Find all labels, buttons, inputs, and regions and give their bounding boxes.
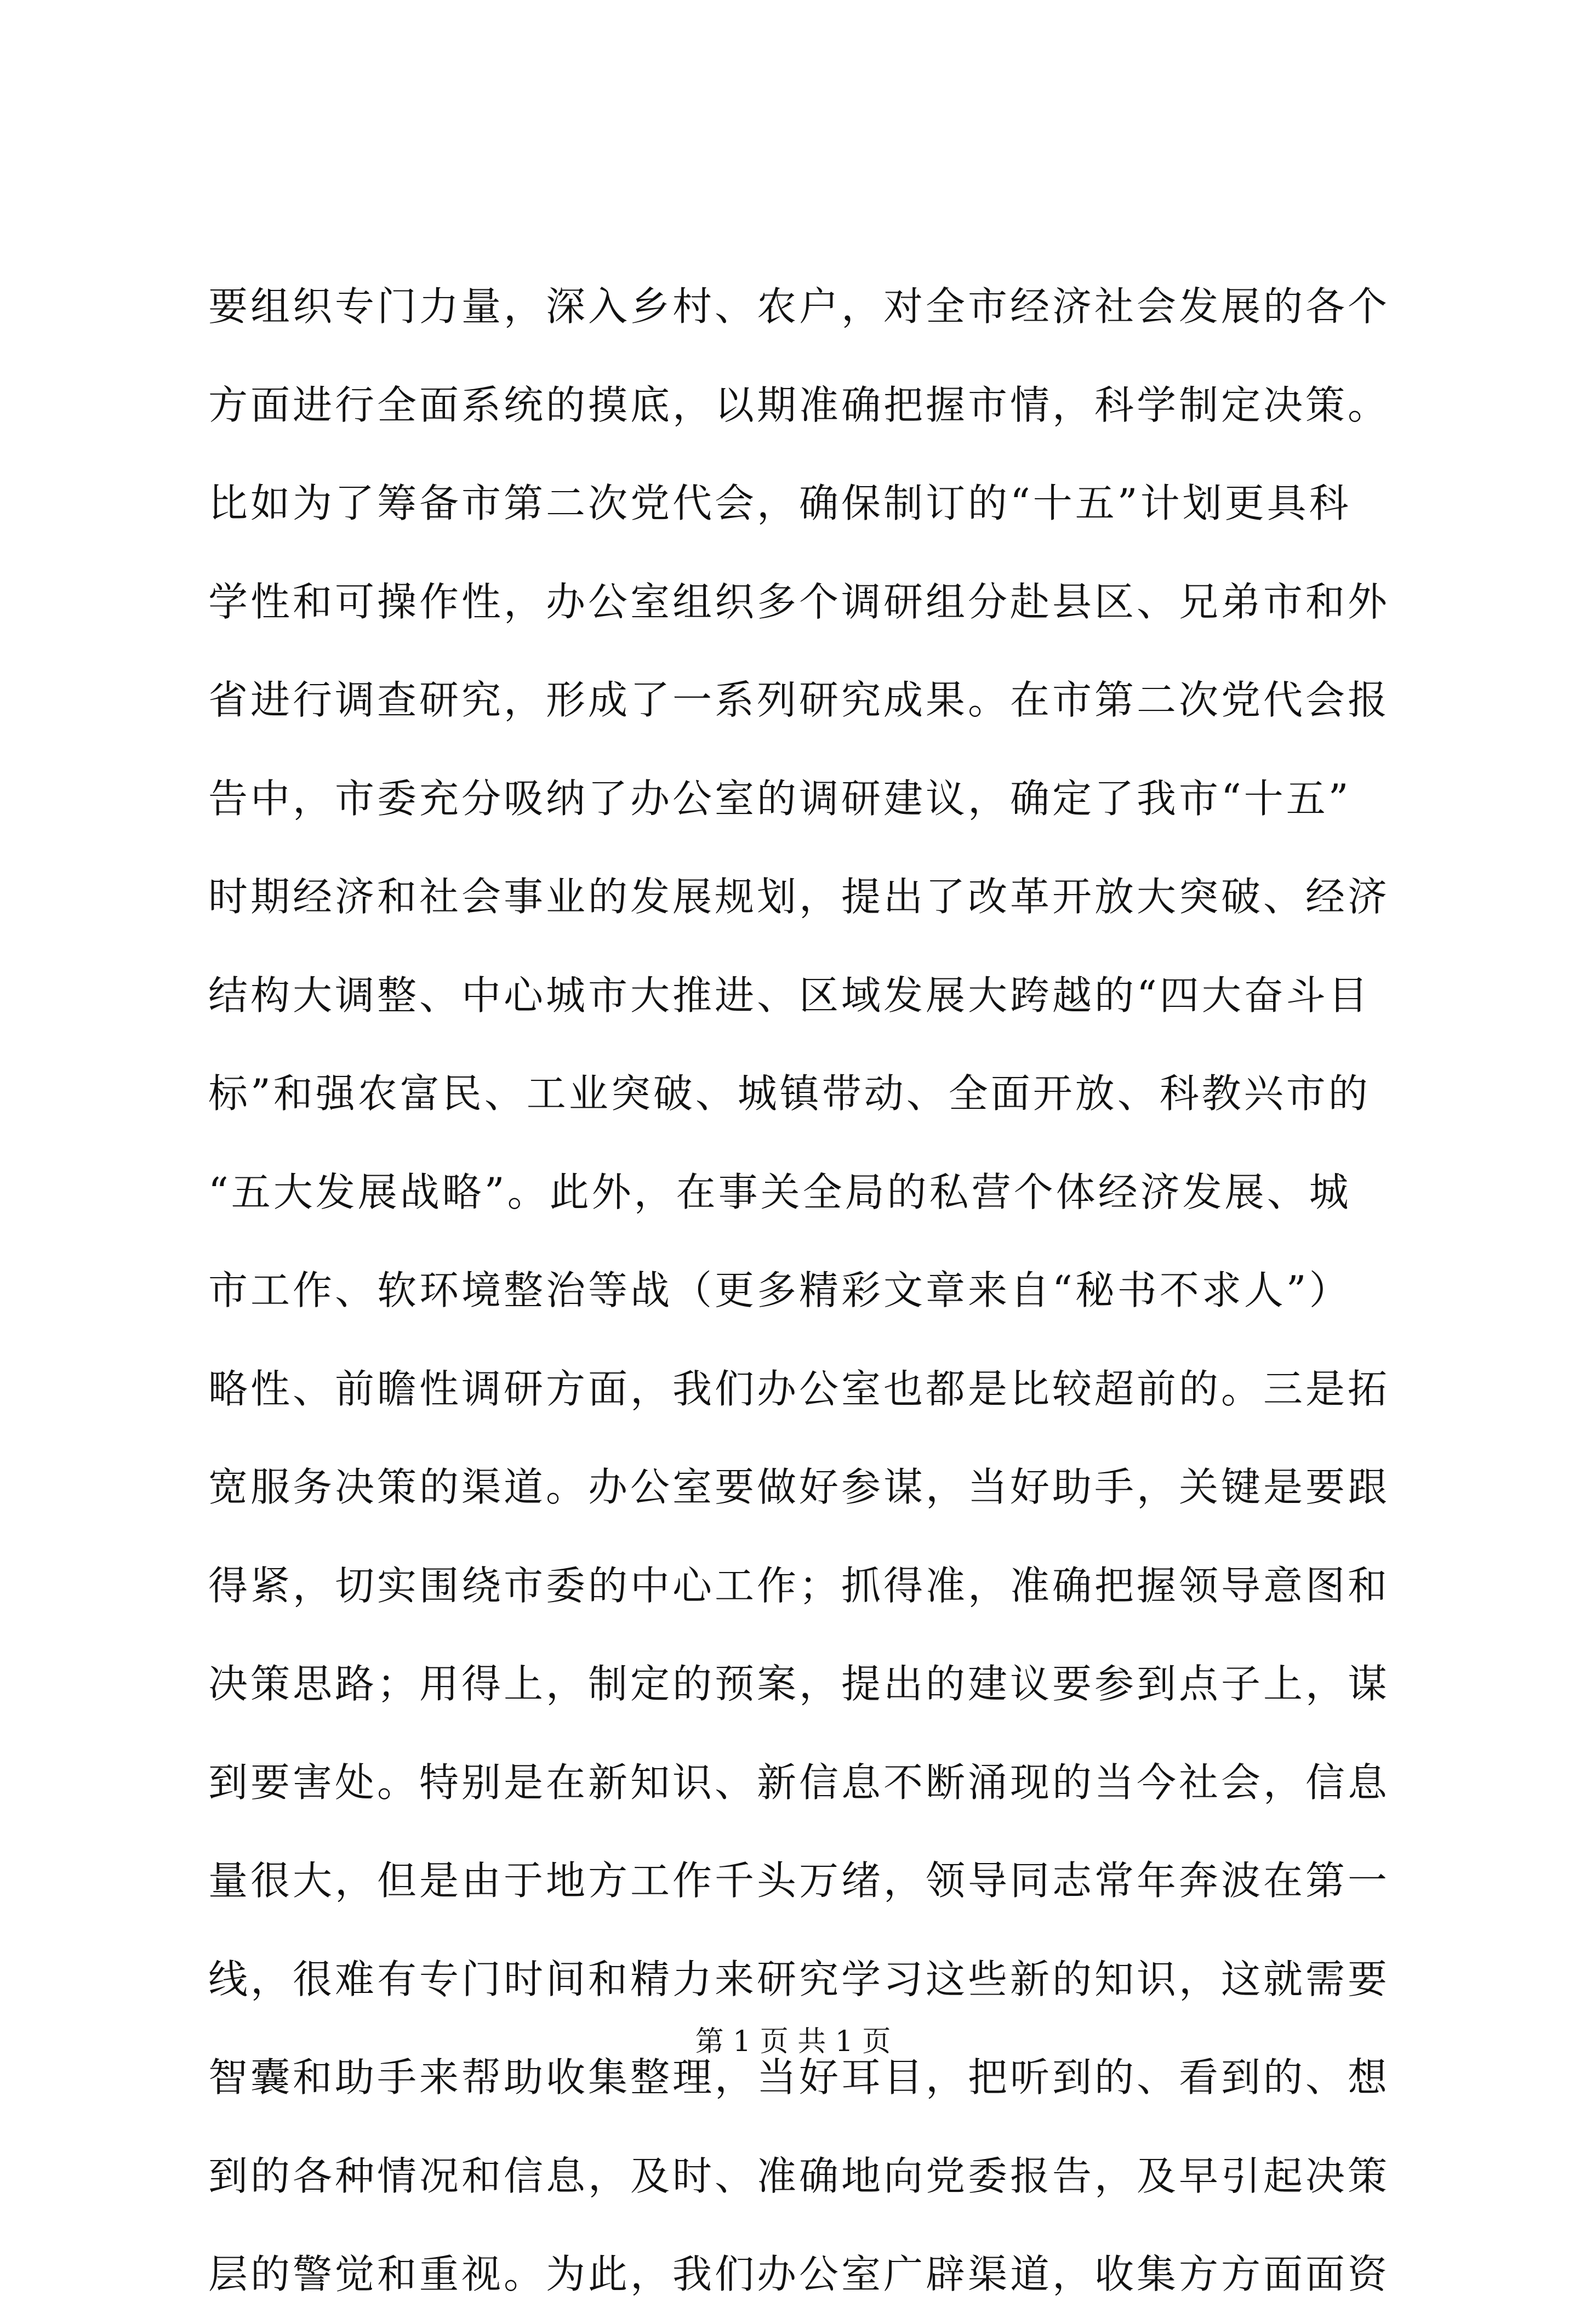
text-line: 到的各种情况和信息，及时、准确地向党委报告，及早引起决策 bbox=[208, 2152, 1390, 2199]
text-line: 市工作、软环境整治等战（更多精彩文章来自“秘书不求人”） bbox=[208, 1267, 1351, 1313]
text-line: 要组织专门力量，深入乡村、农户，对全市经济社会发展的各个 bbox=[208, 283, 1390, 329]
text-line: 学性和可操作性，办公室组织多个调研组分赴县区、兄弟市和外 bbox=[208, 578, 1390, 625]
text-line: 到要害处。特别是在新知识、新信息不断涌现的当今社会，信息 bbox=[208, 1759, 1390, 1805]
text-line: 告中，市委充分吸纳了办公室的调研建议，确定了我市“十五” bbox=[208, 775, 1351, 822]
text-line: 结构大调整、中心城市大推进、区域发展大跨越的“四大奋斗目 bbox=[208, 972, 1371, 1018]
text-line: “五大发展战略”。此外，在事关全局的私营个体经济发展、城 bbox=[208, 1169, 1351, 1215]
text-line: 宽服务决策的渠道。办公室要做好参谋，当好助手，关键是要跟 bbox=[208, 1464, 1390, 1510]
text-line: 线，很难有专门时间和精力来研究学习这些新的知识，这就需要 bbox=[208, 1956, 1390, 2002]
text-line: 智囊和助手来帮助收集整理，当好耳目，把听到的、看到的、想 bbox=[208, 2054, 1390, 2100]
text-line: 决策思路；用得上，制定的预案，提出的建议要参到点子上，谋 bbox=[208, 1661, 1390, 1707]
text-line: 比如为了筹备市第二次党代会，确保制订的“十五”计划更具科 bbox=[208, 480, 1351, 526]
body-paragraph bbox=[208, 258, 1403, 2324]
text-line: 层的警觉和重视。为此，我们办公室广辟渠道，收集方方面面资 bbox=[208, 2251, 1390, 2297]
text-line: 略性、前瞻性调研方面，我们办公室也都是比较超前的。三是拓 bbox=[208, 1365, 1390, 1412]
text-line: 得紧，切实围绕市委的中心工作；抓得准，准确把握领导意图和 bbox=[208, 1562, 1390, 1609]
text-line: 方面进行全面系统的摸底，以期准确把握市情，科学制定决策。 bbox=[208, 381, 1390, 428]
text-line: 标”和强农富民、工业突破、城镇带动、全面开放、科教兴市的 bbox=[208, 1070, 1371, 1117]
page-number-footer: 第 1 页 共 1 页 bbox=[695, 2025, 891, 2058]
text-line: 量很大，但是由于地方工作千头万绪，领导同志常年奔波在第一 bbox=[208, 1858, 1390, 1904]
text-line: 省进行调查研究，形成了一系列研究成果。在市第二次党代会报 bbox=[208, 677, 1390, 723]
text-line: 时期经济和社会事业的发展规划，提出了改革开放大突破、经济 bbox=[208, 874, 1390, 920]
